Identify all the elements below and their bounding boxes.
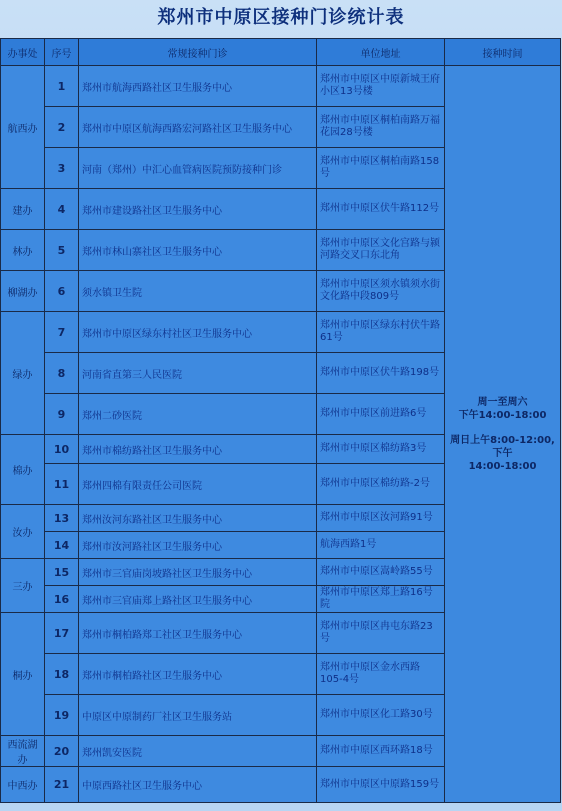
header-address: 单位地址: [317, 39, 445, 66]
row-number: 5: [45, 230, 79, 271]
office-cell: 棉办: [1, 435, 45, 505]
clinic-name: 郑州市汝河路社区卫生服务中心: [79, 532, 317, 559]
clinic-address: 郑州市中原区化工路30号: [317, 695, 445, 736]
clinic-name: 河南（郑州）中汇心血管病医院预防接种门诊: [79, 148, 317, 189]
office-cell: 西流湖办: [1, 736, 45, 767]
office-cell: 航西办: [1, 66, 45, 189]
row-number: 6: [45, 271, 79, 312]
clinic-address: 郑州市中原区伏牛路112号: [317, 189, 445, 230]
row-number: 10: [45, 435, 79, 464]
clinic-name: 郑州市桐柏路郑工社区卫生服务中心: [79, 613, 317, 654]
clinic-name: 郑州市建设路社区卫生服务中心: [79, 189, 317, 230]
clinic-address: 郑州市中原区文化宫路与颍河路交叉口东北角: [317, 230, 445, 271]
clinic-name: 中原区中原制药厂社区卫生服务站: [79, 695, 317, 736]
header-office: 办事处: [1, 39, 45, 66]
row-number: 2: [45, 107, 79, 148]
schedule-line: 下午14:00-18:00: [458, 409, 547, 421]
row-number: 1: [45, 66, 79, 107]
row-number: 14: [45, 532, 79, 559]
clinic-address: 郑州市中原区中原路159号: [317, 767, 445, 803]
row-number: 4: [45, 189, 79, 230]
clinic-name: 郑州市桐柏路社区卫生服务中心: [79, 654, 317, 695]
row-number: 20: [45, 736, 79, 767]
clinic-name: 郑州市中原区绿东村社区卫生服务中心: [79, 312, 317, 353]
clinic-address: 郑州市中原区前进路6号: [317, 394, 445, 435]
clinic-name: 郑州四棉有限责任公司医院: [79, 464, 317, 505]
clinic-address: 郑州市中原区中原新城王府小区13号楼: [317, 66, 445, 107]
clinic-name: 郑州市航海西路社区卫生服务中心: [79, 66, 317, 107]
office-cell: 桐办: [1, 613, 45, 736]
header-time: 接种时间: [445, 39, 561, 66]
clinic-name: 须水镇卫生院: [79, 271, 317, 312]
row-number: 11: [45, 464, 79, 505]
office-cell: 柳湖办: [1, 271, 45, 312]
clinic-address: 郑州市中原区绿东村伏牛路61号: [317, 312, 445, 353]
clinic-name: 中原西路社区卫生服务中心: [79, 767, 317, 803]
page-title: 郑州市中原区接种门诊统计表: [157, 7, 405, 28]
row-number: 9: [45, 394, 79, 435]
clinic-address: 郑州市中原区金水西路105-4号: [317, 654, 445, 695]
schedule-cell: [445, 66, 561, 803]
clinic-address: 郑州市中原区须水镇须水街文化路中段809号: [317, 271, 445, 312]
header-clinic: 常规接种门诊: [79, 39, 317, 66]
office-cell: 绿办: [1, 312, 45, 435]
schedule-line: 周日上午8:00-12:00,下午: [450, 434, 555, 459]
row-number: 15: [45, 559, 79, 586]
office-cell: 汝办: [1, 505, 45, 559]
office-cell: 建办: [1, 189, 45, 230]
clinic-address: 郑州市中原区伏牛路198号: [317, 353, 445, 394]
clinic-name: 郑州市三官庙岗坡路社区卫生服务中心: [79, 559, 317, 586]
clinic-address: 郑州市中原区棉纺路-2号: [317, 464, 445, 505]
clinic-address: 郑州市中原区嵩岭路55号: [317, 559, 445, 586]
clinic-address: 郑州市中原区西环路18号: [317, 736, 445, 767]
clinic-name: 郑州市棉纺路社区卫生服务中心: [79, 435, 317, 464]
clinic-address: 航海西路1号: [317, 532, 445, 559]
clinic-name: 郑州凯安医院: [79, 736, 317, 767]
row-number: 13: [45, 505, 79, 532]
clinic-name: 郑州二砂医院: [79, 394, 317, 435]
office-cell: 中西办: [1, 767, 45, 803]
table-row: [1, 66, 561, 107]
office-cell: 林办: [1, 230, 45, 271]
clinic-name: 郑州市三官庙郑上路社区卫生服务中心: [79, 586, 317, 613]
row-number: 8: [45, 353, 79, 394]
clinic-address: 郑州市中原区棉纺路3号: [317, 435, 445, 464]
clinic-name: 郑州汝河东路社区卫生服务中心: [79, 505, 317, 532]
row-number: 16: [45, 586, 79, 613]
table-header-row: [1, 39, 561, 66]
clinic-address: 郑州市中原区桐柏南路万福花园28号楼: [317, 107, 445, 148]
clinic-name: 河南省直第三人民医院: [79, 353, 317, 394]
clinic-address: 郑州市中原区冉屯东路23号: [317, 613, 445, 654]
office-cell: 三办: [1, 559, 45, 613]
schedule-line: 周一至周六: [477, 396, 528, 408]
clinic-address: 郑州市中原区桐柏南路158号: [317, 148, 445, 189]
clinic-address: 郑州市中原区汝河路91号: [317, 505, 445, 532]
clinic-address: 郑州市中原区郑上路16号院: [317, 586, 445, 613]
clinic-name: 郑州市中原区航海西路宏河路社区卫生服务中心: [79, 107, 317, 148]
row-number: 21: [45, 767, 79, 803]
clinic-table: [0, 38, 561, 803]
row-number: 3: [45, 148, 79, 189]
clinic-name: 郑州市林山寨社区卫生服务中心: [79, 230, 317, 271]
row-number: 17: [45, 613, 79, 654]
header-number: 序号: [45, 39, 79, 66]
row-number: 19: [45, 695, 79, 736]
row-number: 18: [45, 654, 79, 695]
row-number: 7: [45, 312, 79, 353]
schedule-line: 14:00-18:00: [468, 460, 537, 472]
